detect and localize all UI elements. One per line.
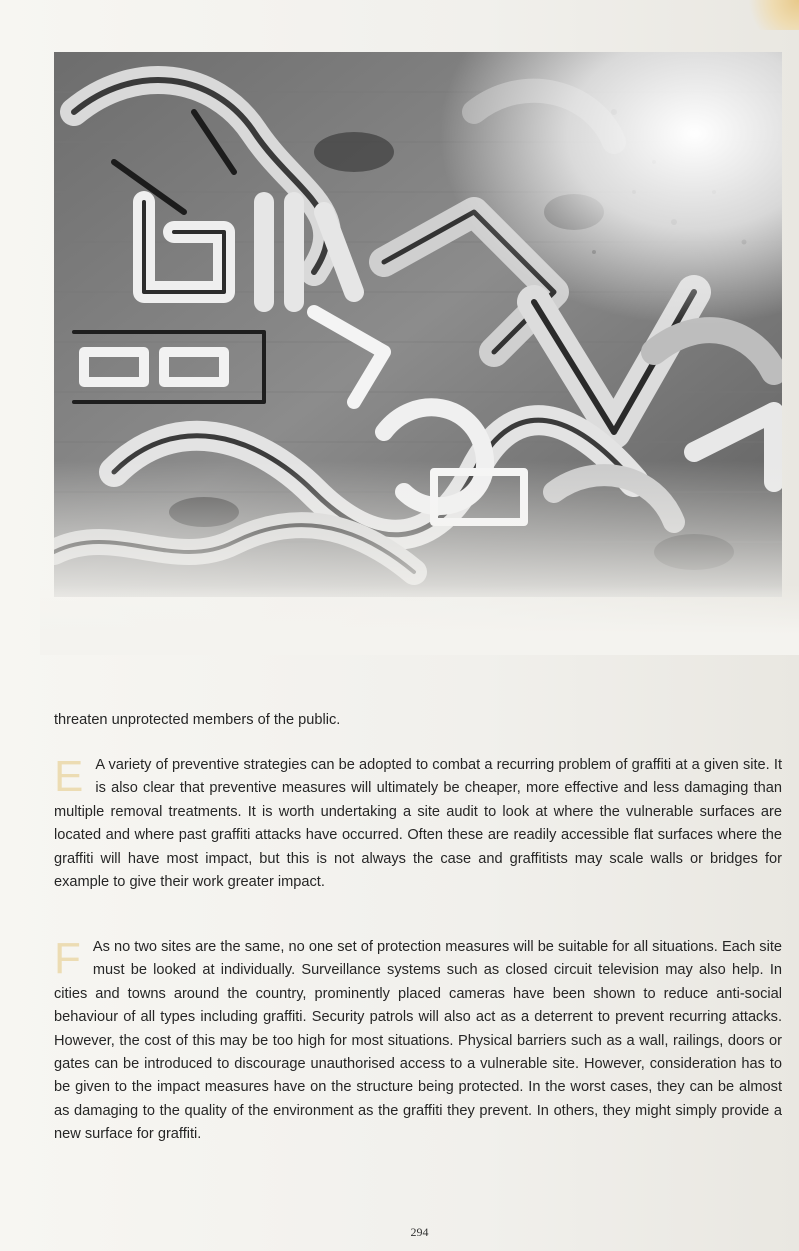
page-number: 294 <box>410 1225 429 1239</box>
dropcap-e: E <box>54 752 84 801</box>
paragraph-e-text: A variety of preventive strategies can be adopted to combat a recurring problem of graffiti at a given site. It is also clear that preventive measures will ultimately be cheaper, more effective and less damaging than multiple removal treatments. It is worth undertaking a site audit to look at where the vulnerable surfaces are located and where past graffiti attacks have occurred. Often these are readily accessible flat surfaces where the graffiti will have most impact, but this is not always the case and graffitists may scale walls or bridges for example to give their work greater impact. <box>54 757 782 891</box>
paragraph-f <box>54 936 782 1147</box>
graffiti-wall-photo <box>54 52 782 597</box>
page-corner-tint <box>739 0 799 30</box>
paragraph-f-text: As no two sites are the same, no one set of protection measures will be suitable for all situations. Each site must be looked at individually. Surveillance systems such as closed circuit television may also help. In cities and towns around the country, prominently placed cameras have been shown to reduce anti-social behaviour of all types including graffiti. Security patrols will also act as a deterrent to prevent recurring attacks. However, the cost of this may be too high for most situations. Physical barriers such as a wall, railings, doors or gates can be introduced to discourage unauthorised access to a vulnerable site. However, consideration has to be given to the impact measures have on the structure being protected. In the worst cases, they can be almost as damaging to the quality of the environment as the graffiti they prevent. In others, they might simply provide a new surface for graffiti. <box>54 939 782 1143</box>
dropcap-f: F <box>54 934 81 983</box>
paragraph-e <box>54 754 782 894</box>
lead-paragraph: threaten unprotected members of the public. <box>54 712 341 728</box>
photo-bottom-fade <box>40 585 799 655</box>
